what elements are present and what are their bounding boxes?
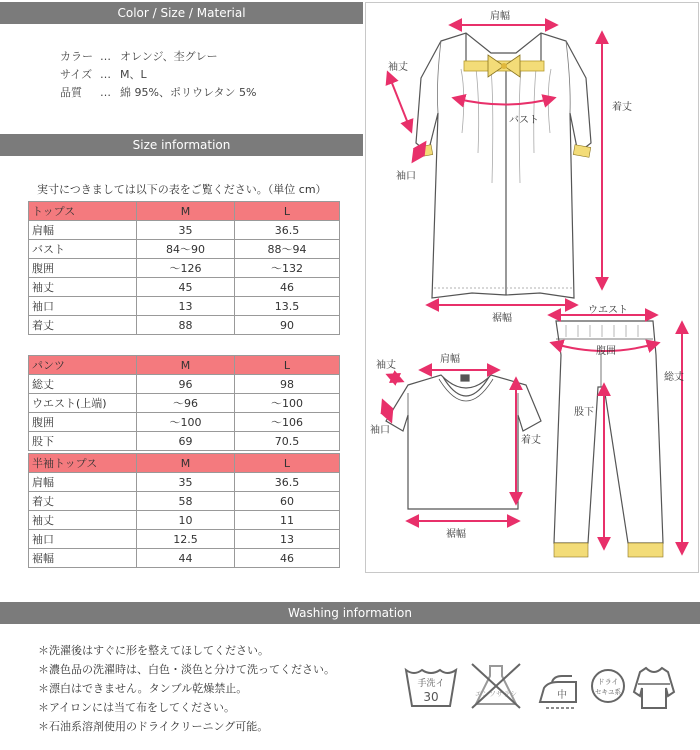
- washing-note: ＊石油系溶剤使用のドライクリーニング可能。: [38, 720, 269, 733]
- table-cell: 〜126: [137, 259, 235, 278]
- table-cell: 46: [235, 278, 340, 297]
- table-header-cell: M: [137, 202, 235, 221]
- table-header-row: [29, 202, 340, 221]
- table-cell: 45: [137, 278, 235, 297]
- dress-shoulder-label: 肩幅: [490, 11, 510, 22]
- table-row: [29, 413, 340, 432]
- table-cell: 46: [235, 549, 340, 568]
- table-header-cell: L: [235, 202, 340, 221]
- table-cell: 36.5: [235, 221, 340, 240]
- washing-information-header: Washing information: [0, 602, 700, 624]
- pants-inseam-label: 股下: [574, 407, 594, 418]
- garment-illustration: [366, 3, 698, 572]
- table-row: [29, 432, 340, 451]
- table-cell: 裾幅: [29, 549, 137, 568]
- tee-illustration: [386, 375, 541, 509]
- table-cell: 〜96: [137, 394, 235, 413]
- table-header-row: [29, 356, 340, 375]
- no-bleach-flask: [468, 660, 524, 712]
- hand-wash-tub: [402, 662, 460, 712]
- spec-value: 綿 95%、ポリウレタン 5%: [120, 86, 257, 99]
- hand-wash-temp: 30: [423, 690, 439, 704]
- table-cell: 35: [137, 221, 235, 240]
- table-row: [29, 316, 340, 335]
- table-cell: ウエスト(上端): [29, 394, 137, 413]
- table-header-row: [29, 454, 340, 473]
- table-row: [29, 375, 340, 394]
- table-cell: 腹囲: [29, 413, 137, 432]
- table-row: [29, 297, 340, 316]
- table-row: [29, 511, 340, 530]
- iron-text: 中: [557, 690, 567, 701]
- dry-clean-circle: [590, 668, 626, 704]
- table-cell: 〜100: [137, 413, 235, 432]
- dry-clean-text-top: ドライ: [597, 678, 619, 686]
- table-row: [29, 530, 340, 549]
- hand-wash-icon: [402, 662, 460, 712]
- table-cell: 袖丈: [29, 511, 137, 530]
- table-cell: 84〜90: [137, 240, 235, 259]
- dry-flat-icon: [632, 664, 676, 712]
- table-cell: バスト: [29, 240, 137, 259]
- table-cell: 10: [137, 511, 235, 530]
- table-cell: 13: [137, 297, 235, 316]
- spec-list: [60, 48, 256, 102]
- table-cell: 35: [137, 473, 235, 492]
- table-cell: 69: [137, 432, 235, 451]
- table-cell: 58: [137, 492, 235, 511]
- table-header-cell: トップス: [29, 202, 137, 221]
- dry-flat-shirt: [632, 664, 676, 712]
- table-cell: 36.5: [235, 473, 340, 492]
- pants-belly-label: 腹囲: [596, 346, 616, 357]
- spec-row-size: [60, 66, 256, 84]
- table-cell: 〜132: [235, 259, 340, 278]
- table-header-cell: パンツ: [29, 356, 137, 375]
- table-cell: 〜106: [235, 413, 340, 432]
- dress-sleeve-length-label: 袖丈: [388, 62, 408, 73]
- dry-clean-icon: [590, 668, 626, 704]
- tee-length-label: 着丈: [521, 435, 541, 446]
- table-row: [29, 240, 340, 259]
- table-cell: 60: [235, 492, 340, 511]
- iron-shape: [532, 672, 584, 712]
- table-cell: 88〜94: [235, 240, 340, 259]
- spec-value: M、L: [120, 68, 147, 81]
- table-header-cell: L: [235, 356, 340, 375]
- washing-note: ＊濃色品の洗濯時は、白色・淡色と分けて洗ってください。: [38, 663, 335, 676]
- washing-note: ＊アイロンには当て布をしてください。: [38, 701, 236, 714]
- dress-length-label: 着丈: [612, 102, 632, 113]
- spec-key: サイズ: [60, 68, 93, 81]
- spec-value: オレンジ、杢グレー: [120, 50, 218, 63]
- color-size-material-header: Color / Size / Material: [0, 2, 363, 24]
- pants-total-length-label: 総丈: [664, 372, 684, 383]
- spec-sep: …: [100, 86, 111, 99]
- table-cell: 88: [137, 316, 235, 335]
- table-cell: 腹囲: [29, 259, 137, 278]
- tops-size-table: [28, 201, 340, 335]
- spec-sep: …: [100, 68, 111, 81]
- tee-hem-label: 裾幅: [446, 529, 466, 540]
- washing-note: ＊漂白はできません。タンブル乾燥禁止。: [38, 682, 248, 695]
- table-row: [29, 473, 340, 492]
- spec-key: カラー: [60, 50, 93, 63]
- table-row: [29, 549, 340, 568]
- table-row: [29, 278, 340, 297]
- iron-icon: [532, 672, 584, 712]
- size-information-header: Size information: [0, 134, 363, 156]
- table-row: [29, 394, 340, 413]
- dry-clean-text-bottom: セキユ系: [595, 688, 621, 696]
- table-cell: 〜100: [235, 394, 340, 413]
- spec-sep: …: [100, 50, 111, 63]
- table-cell: 着丈: [29, 492, 137, 511]
- table-cell: 70.5: [235, 432, 340, 451]
- table-cell: 13.5: [235, 297, 340, 316]
- table-cell: 着丈: [29, 316, 137, 335]
- table-header-cell: 半袖トップス: [29, 454, 137, 473]
- hand-wash-text: 手洗イ: [417, 679, 445, 689]
- table-cell: 96: [137, 375, 235, 394]
- washing-notes: [38, 641, 335, 736]
- no-bleach-icon: [468, 660, 524, 712]
- table-cell: 総丈: [29, 375, 137, 394]
- table-header-cell: M: [137, 356, 235, 375]
- short-tops-size-table: [28, 453, 340, 568]
- washing-note: ＊洗濯後はすぐに形を整えてほしてください。: [38, 644, 269, 657]
- garment-diagram: [365, 2, 699, 573]
- table-row: [29, 221, 340, 240]
- tee-cuff-label: 袖口: [370, 425, 390, 436]
- spec-row-material: [60, 84, 256, 102]
- table-cell: 股下: [29, 432, 137, 451]
- pants-size-table: [28, 355, 340, 451]
- no-bleach-text: エンソサラシ: [475, 690, 517, 698]
- dress-bust-label: バスト: [509, 115, 539, 126]
- dress-cuff-label: 袖口: [396, 171, 416, 182]
- table-cell: 袖口: [29, 297, 137, 316]
- table-header-cell: M: [137, 454, 235, 473]
- table-cell: 肩幅: [29, 221, 137, 240]
- table-header-cell: L: [235, 454, 340, 473]
- table-cell: 袖口: [29, 530, 137, 549]
- spec-key: 品質: [60, 86, 82, 99]
- dress-illustration: [416, 33, 591, 298]
- dress-hem-label: 裾幅: [492, 313, 512, 324]
- table-cell: 12.5: [137, 530, 235, 549]
- table-cell: 13: [235, 530, 340, 549]
- size-note: 実寸につきましては以下の表をご覧ください。（単位 cm）: [37, 183, 327, 196]
- tee-shoulder-label: 肩幅: [440, 354, 460, 365]
- table-row: [29, 492, 340, 511]
- tee-sleeve-length-label: 袖丈: [376, 360, 396, 371]
- table-cell: 44: [137, 549, 235, 568]
- spec-row-color: [60, 48, 256, 66]
- table-cell: 98: [235, 375, 340, 394]
- table-cell: 11: [235, 511, 340, 530]
- table-row: [29, 259, 340, 278]
- table-cell: 90: [235, 316, 340, 335]
- table-cell: 袖丈: [29, 278, 137, 297]
- pants-waist-label: ウエスト: [588, 305, 628, 316]
- table-cell: 肩幅: [29, 473, 137, 492]
